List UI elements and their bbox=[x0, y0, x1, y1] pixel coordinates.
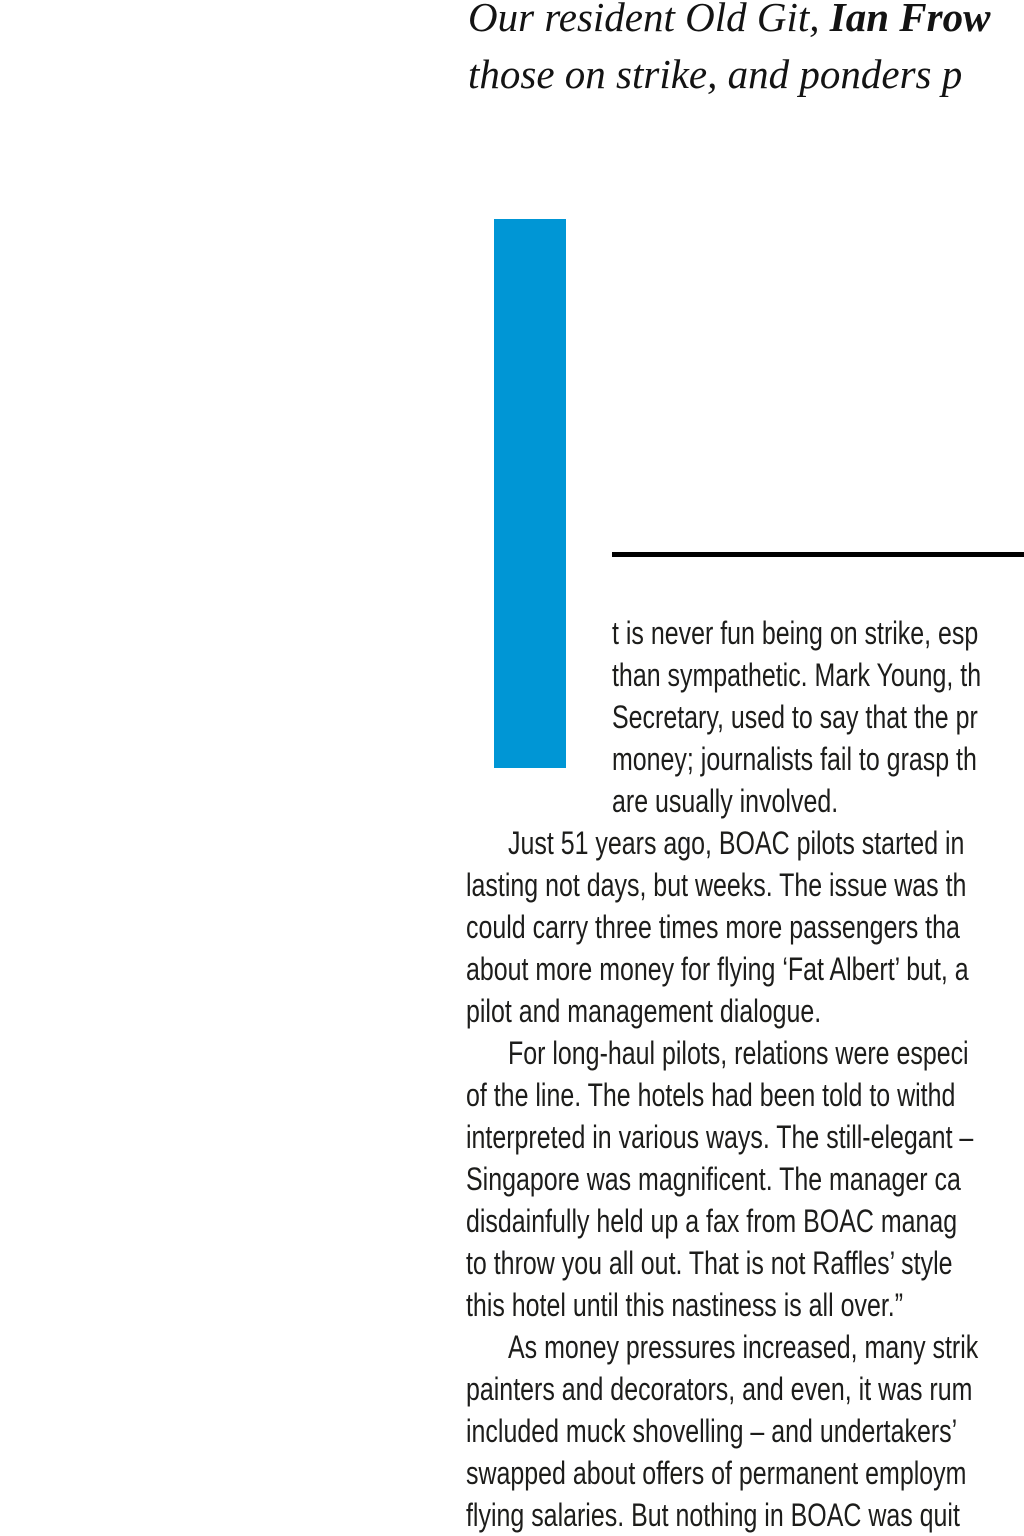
body-line-text: Secretary, used to say that the pr bbox=[612, 699, 978, 735]
body-line-text: lasting not days, but weeks. The issue was th bbox=[466, 867, 967, 903]
body-line bbox=[466, 1452, 1024, 1494]
body-paragraph bbox=[466, 822, 1024, 1032]
body-line bbox=[466, 1494, 1024, 1536]
body-line bbox=[466, 1200, 1024, 1242]
body-line-text: painters and decorators, and even, it was rum bbox=[466, 1371, 973, 1407]
body-line-text: could carry three times more passengers tha bbox=[466, 909, 960, 945]
body-line bbox=[466, 948, 1024, 990]
article-body bbox=[466, 612, 1024, 1536]
body-line bbox=[466, 1410, 1024, 1452]
body-line bbox=[466, 696, 1024, 738]
body-paragraph bbox=[466, 612, 1024, 822]
body-line-text: about more money for flying ‘Fat Albert’ but, a bbox=[466, 951, 969, 987]
body-line bbox=[466, 1368, 1024, 1410]
body-line bbox=[466, 906, 1024, 948]
headline-line1-regular: Our resident Old Git, bbox=[468, 0, 830, 40]
body-line bbox=[466, 1326, 1024, 1368]
body-line bbox=[466, 990, 1024, 1032]
body-line bbox=[466, 1242, 1024, 1284]
body-line-text: interpreted in various ways. The still-elegant – bbox=[466, 1119, 974, 1155]
body-line-text: As money pressures increased, many strik bbox=[508, 1329, 979, 1365]
body-line bbox=[466, 612, 1024, 654]
body-line-text: of the line. The hotels had been told to withd bbox=[466, 1077, 956, 1113]
body-line bbox=[466, 1074, 1024, 1116]
body-line bbox=[466, 1116, 1024, 1158]
headline-author-name: Ian Frow bbox=[829, 0, 991, 40]
body-line-text: to throw you all out. That is not Raffles’ style bbox=[466, 1245, 953, 1281]
body-line-text: are usually involved. bbox=[612, 783, 839, 819]
body-line bbox=[466, 864, 1024, 906]
body-line bbox=[466, 780, 1024, 822]
body-line-text: included muck shovelling – and undertakers’ bbox=[466, 1413, 958, 1449]
body-line-text: disdainfully held up a fax from BOAC manag bbox=[466, 1203, 958, 1239]
horizontal-rule bbox=[612, 552, 1024, 557]
headline-line-2: those on strike, and ponders p bbox=[468, 51, 963, 97]
headline-line-1 bbox=[468, 0, 990, 46]
body-line bbox=[466, 654, 1024, 696]
body-line bbox=[466, 1158, 1024, 1200]
body-line bbox=[466, 738, 1024, 780]
body-line bbox=[466, 822, 1024, 864]
body-line-text: pilot and management dialogue. bbox=[466, 993, 822, 1029]
body-line-text: money; journalists fail to grasp th bbox=[612, 741, 977, 777]
body-line-text: Just 51 years ago, BOAC pilots started in bbox=[508, 825, 965, 861]
body-line bbox=[466, 1284, 1024, 1326]
body-paragraph bbox=[466, 1326, 1024, 1536]
body-line-text: Singapore was magnificent. The manager ca bbox=[466, 1161, 961, 1197]
body-line-text: flying salaries. But nothing in BOAC was quit bbox=[466, 1497, 960, 1533]
body-line-text: this hotel until this nastiness is all over.” bbox=[466, 1287, 904, 1323]
body-line-text: swapped about offers of permanent employm bbox=[466, 1455, 967, 1491]
body-line bbox=[466, 1032, 1024, 1074]
body-paragraph bbox=[466, 1032, 1024, 1326]
body-line-text: t is never fun being on strike, esp bbox=[612, 615, 979, 651]
body-line-text: than sympathetic. Mark Young, th bbox=[612, 657, 982, 693]
headline bbox=[468, 0, 990, 103]
body-line-text: For long-haul pilots, relations were especi bbox=[508, 1035, 969, 1071]
